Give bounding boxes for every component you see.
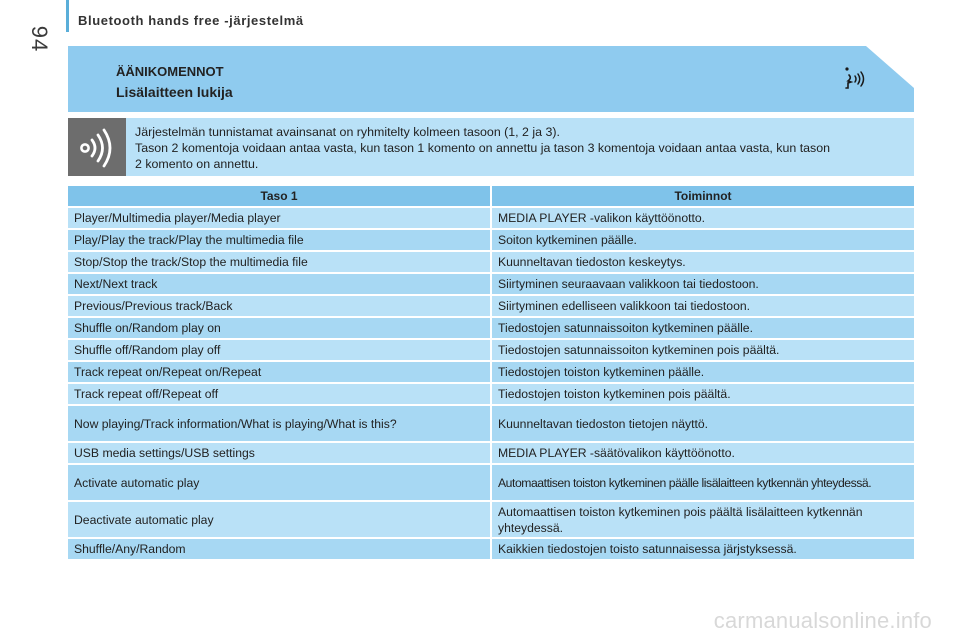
table-row (68, 539, 914, 559)
function-cell: MEDIA PLAYER -säätövalikon käyttöönotto. (492, 443, 914, 463)
table-row (68, 502, 914, 537)
column-header-level: Taso 1 (68, 186, 492, 206)
command-cell: Track repeat on/Repeat on/Repeat (68, 362, 492, 382)
command-cell: USB media settings/USB settings (68, 443, 492, 463)
info-icon-box (68, 118, 126, 176)
command-cell: Deactivate automatic play (68, 502, 492, 537)
command-cell: Stop/Stop the track/Stop the multimedia file (68, 252, 492, 272)
function-cell: Tiedostojen satunnaissoiton kytkeminen päälle. (492, 318, 914, 338)
command-cell: Now playing/Track information/What is playing/What is this? (68, 406, 492, 441)
function-cell: Tiedostojen toiston kytkeminen päälle. (492, 362, 914, 382)
side-accent-line (66, 0, 69, 32)
function-cell: MEDIA PLAYER -valikon käyttöönotto. (492, 208, 914, 228)
table-row (68, 443, 914, 463)
table-row (68, 340, 914, 360)
function-cell: Tiedostojen satunnaissoiton kytkeminen pois päältä. (492, 340, 914, 360)
table-row (68, 406, 914, 441)
function-cell: Kuunneltavan tiedoston keskeytys. (492, 252, 914, 272)
table-row (68, 318, 914, 338)
running-head: Bluetooth hands free -järjestelmä (78, 13, 304, 28)
command-cell: Player/Multimedia player/Media player (68, 208, 492, 228)
section-title: ÄÄNIKOMENNOT (116, 64, 224, 79)
voice-commands-table (68, 184, 914, 561)
info-text (135, 124, 905, 172)
voice-command-icon (842, 66, 868, 94)
command-cell: Track repeat off/Repeat off (68, 384, 492, 404)
function-cell: Kuunneltavan tiedoston tietojen näyttö. (492, 406, 914, 441)
section-banner (68, 46, 914, 112)
command-cell: Shuffle/Any/Random (68, 539, 492, 559)
column-header-functions: Toiminnot (492, 186, 914, 206)
command-cell: Previous/Previous track/Back (68, 296, 492, 316)
page-number: 94 (27, 25, 53, 53)
watermark: carmanualsonline.info (713, 608, 932, 633)
table-row (68, 465, 914, 500)
command-cell: Next/Next track (68, 274, 492, 294)
section-subtitle: Lisälaitteen lukija (116, 84, 233, 100)
function-cell: Automaattisen toiston kytkeminen päälle lisälaitteen kytkennän yhteydessä. (492, 465, 914, 500)
function-cell: Siirtyminen edelliseen valikkoon tai tiedostoon. (492, 296, 914, 316)
table-row (68, 296, 914, 316)
command-cell: Activate automatic play (68, 465, 492, 500)
table-row (68, 384, 914, 404)
table-row (68, 252, 914, 272)
table-row (68, 362, 914, 382)
command-cell: Play/Play the track/Play the multimedia file (68, 230, 492, 250)
table-row (68, 208, 914, 228)
table-row (68, 230, 914, 250)
function-cell: Kaikkien tiedostojen toisto satunnaisessa järjstyksessä. (492, 539, 914, 559)
function-cell: Automaattisen toiston kytkeminen pois päältä lisälaitteen kytkennän yhteydessä. (492, 502, 914, 537)
command-cell: Shuffle off/Random play off (68, 340, 492, 360)
command-cell: Shuffle on/Random play on (68, 318, 492, 338)
info-line: Tason 2 komentoja voidaan antaa vasta, kun tason 1 komento on annettu ja tason 3 komentoja voidaan antaa vasta, kun tason (135, 141, 831, 155)
info-line: 2 komento on annettu. (135, 157, 259, 171)
table-header-row (68, 186, 914, 206)
table-row (68, 274, 914, 294)
function-cell: Tiedostojen toiston kytkeminen pois päältä. (492, 384, 914, 404)
function-cell: Siirtyminen seuraavaan valikkoon tai tiedostoon. (492, 274, 914, 294)
sound-waves-icon (68, 118, 126, 176)
info-line: Järjestelmän tunnistamat avainsanat on ryhmitelty kolmeen tasoon (1, 2 ja 3). (135, 125, 560, 139)
function-cell: Soiton kytkeminen päälle. (492, 230, 914, 250)
